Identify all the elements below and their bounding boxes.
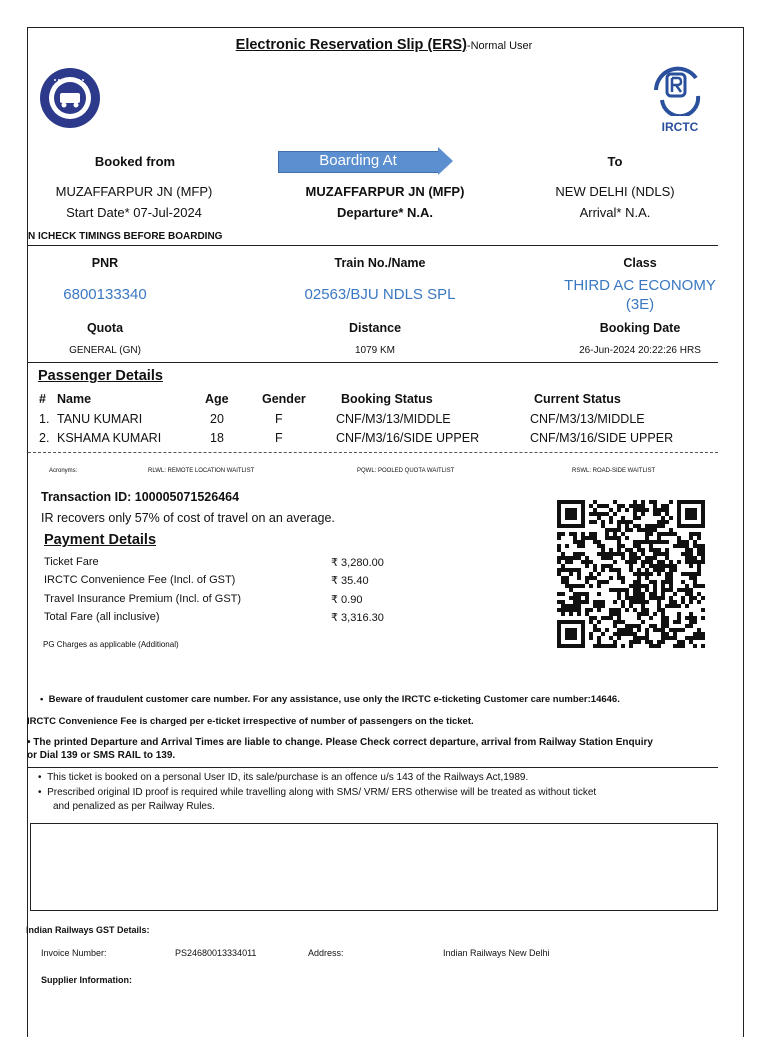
distance-value: 1079 KM: [354, 345, 396, 356]
invoice-number: PS24680013334011: [175, 948, 257, 958]
id-proof-line1: Prescribed original ID proof is required while travelling along with SMS/ VRM/ ERS otherwise will be treated as without ticket: [47, 787, 597, 798]
col-num: #: [39, 392, 46, 406]
boarding-arrow: [278, 147, 453, 175]
class-line-2: (3E): [625, 296, 655, 313]
row-name: KSHAMA KUMARI: [57, 431, 162, 445]
quota-label: Quota: [86, 321, 124, 335]
row-num: 1.: [39, 412, 50, 426]
row-gender: F: [275, 412, 283, 426]
id-proof-line2: and penalized as per Railway Rules.: [53, 801, 215, 812]
indian-railways-logo: [38, 66, 102, 130]
fraud-notice-text: Beware of fraudulent customer care number. For any assistance, use only the IRCTC e-ticketing Customer care number:14646.: [48, 694, 620, 705]
conv-fee-notice: IRCTC Convenience Fee is charged per e-ticket irrespective of number of passengers on the ticket.: [27, 716, 474, 727]
divider-2: [28, 362, 718, 363]
fare-label: Ticket Fare: [44, 556, 99, 568]
personal-id-text: This ticket is booked on a personal User ID, its sale/purchase is an offence u/s 143 of the Railways Act,1989.: [47, 772, 529, 783]
col-booking-status: Booking Status: [341, 392, 433, 406]
divider-3: [28, 452, 718, 453]
col-current-status: Current Status: [534, 392, 621, 406]
address-label: Address:: [308, 948, 344, 958]
acronyms-label: Acronyms:: [49, 468, 78, 474]
times-notice-line2: or Dial 139 or SMS RAIL to 139.: [27, 750, 176, 761]
row-name: TANU KUMARI: [57, 412, 143, 426]
class-label: Class: [623, 256, 657, 270]
bullet-icon: •: [40, 694, 49, 705]
col-age: Age: [205, 392, 229, 406]
ers-title: [0, 36, 768, 53]
to-station: NEW DELHI (NDLS): [555, 184, 675, 199]
irctc-text: IRCTC: [661, 120, 699, 134]
qr-code: [557, 500, 705, 648]
payment-details-heading: Payment Details: [44, 532, 157, 548]
conv-fee-label: IRCTC Convenience Fee (Incl. of GST): [44, 574, 236, 586]
acronym-pqwl: PQWL: POOLED QUOTA WAITLIST: [357, 468, 455, 474]
insurance-label: Travel Insurance Premium (Incl. of GST): [44, 593, 242, 605]
id-proof-notice: [38, 786, 596, 814]
check-timings-note: N ICHECK TIMINGS BEFORE BOARDING: [28, 231, 223, 242]
row-gender: F: [275, 431, 283, 445]
recover-note: IR recovers only 57% of cost of travel on an average.: [41, 511, 335, 525]
bullet-icon: •: [38, 787, 48, 798]
col-name: Name: [57, 392, 92, 406]
pg-charges-note: PG Charges as applicable (Additional): [43, 640, 179, 649]
to-label: To: [607, 154, 623, 169]
start-date: Start Date* 07-Jul-2024: [66, 205, 202, 220]
invoice-label: Invoice Number:: [41, 948, 107, 958]
from-station: MUZAFFARPUR JN (MFP): [55, 184, 213, 199]
row-booking-status: CNF/M3/16/SIDE UPPER: [336, 431, 480, 445]
row-num: 2.: [39, 431, 50, 445]
row-age: 20: [210, 412, 224, 426]
passenger-details-heading: Passenger Details: [38, 368, 163, 384]
row-current-status: CNF/M3/16/SIDE UPPER: [530, 431, 674, 445]
quota-value: GENERAL (GN): [69, 345, 141, 356]
bullet-icon: •: [27, 737, 34, 748]
train-label: Train No./Name: [334, 256, 426, 270]
booked-from-label: Booked from: [94, 154, 176, 169]
blank-notes-box: [30, 823, 718, 911]
col-gender: Gender: [262, 392, 306, 406]
acronym-rlwl: RLWL: REMOTE LOCATION WAITLIST: [148, 468, 255, 474]
total-label: Total Fare (all inclusive): [44, 611, 160, 623]
distance-label: Distance: [348, 321, 402, 335]
fraud-notice: [40, 694, 620, 705]
times-notice: [27, 736, 653, 762]
title-main: Electronic Reservation Slip (ERS): [235, 37, 467, 53]
address-value: Indian Railways New Delhi: [443, 948, 550, 958]
title-sub: -Normal User: [466, 40, 533, 52]
row-age: 18: [210, 431, 224, 445]
class-value: [560, 276, 720, 314]
boarding-station: MUZAFFARPUR JN (MFP): [305, 184, 465, 199]
total-value: ₹ 3,316.30: [331, 612, 384, 624]
personal-id-notice: [38, 772, 528, 783]
times-notice-line1: The printed Departure and Arrival Times are liable to change. Please Check correct departure, arrival from Railway Station Enquiry: [33, 737, 653, 748]
booking-date-value: 26-Jun-2024 20:22:26 HRS: [579, 345, 701, 356]
insurance-value: ₹ 0.90: [331, 594, 363, 606]
boarding-label: Boarding At: [319, 152, 397, 169]
pnr-label: PNR: [91, 256, 119, 270]
gst-heading: Indian Railways GST Details:: [26, 925, 150, 935]
supplier-info-label: Supplier Information:: [41, 975, 132, 985]
conv-fee-value: ₹ 35.40: [331, 575, 369, 587]
row-current-status: CNF/M3/13/MIDDLE: [530, 412, 645, 426]
booking-date-label: Booking Date: [599, 321, 681, 335]
departure-time: Departure* N.A.: [336, 205, 434, 220]
divider-1: [28, 245, 718, 246]
transaction-id: Transaction ID: 100005071526464: [41, 490, 240, 504]
pnr-value: 6800133340: [63, 286, 147, 303]
row-booking-status: CNF/M3/13/MIDDLE: [336, 412, 451, 426]
arrival-time: Arrival* N.A.: [579, 205, 651, 220]
divider-4: [28, 767, 718, 768]
class-line-1: THIRD AC ECONOMY: [564, 277, 716, 294]
acronym-rswl: RSWL: ROAD-SIDE WAITLIST: [572, 468, 656, 474]
fare-value: ₹ 3,280.00: [331, 557, 384, 569]
irctc-logo: [642, 60, 710, 116]
train-value: 02563/BJU NDLS SPL: [304, 286, 456, 303]
bullet-icon: •: [38, 772, 48, 783]
